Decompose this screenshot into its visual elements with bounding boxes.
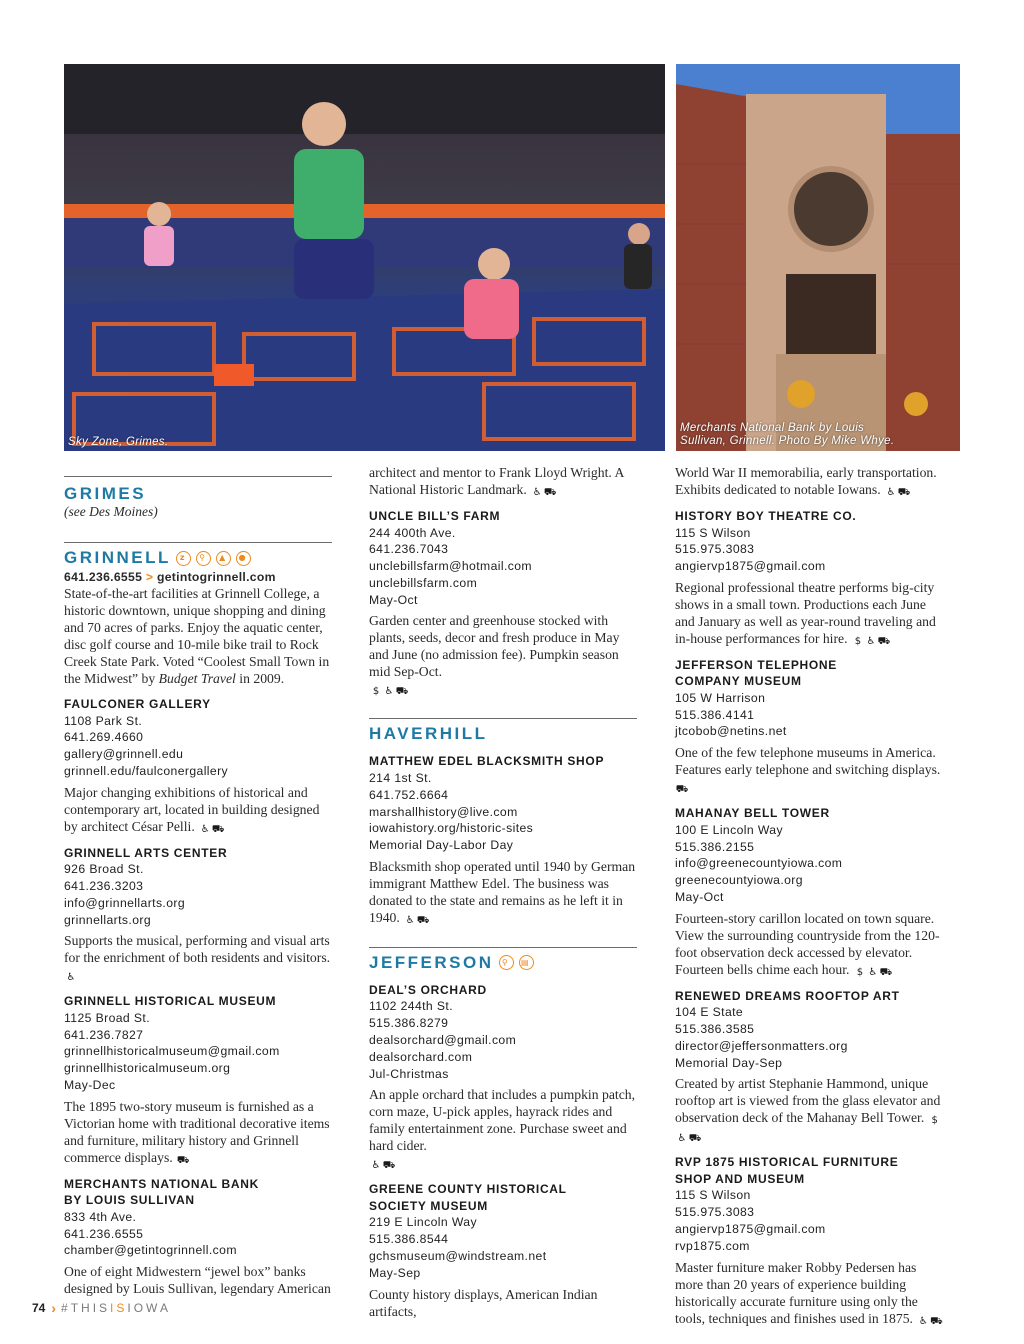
entry-matthew-edel-blacksmith-shop xyxy=(369,753,637,926)
address: 100 E Lincoln Way xyxy=(675,822,783,837)
bus-icon: ⛟ xyxy=(395,686,409,698)
bus-icon: ⛟ xyxy=(688,1133,702,1145)
bank-caption xyxy=(680,422,894,448)
entry-title: UNCLE BILL’S FARM xyxy=(369,509,501,523)
sky-zone-photo xyxy=(64,64,665,451)
phone[interactable]: 515.975.3083 xyxy=(675,1205,755,1220)
entry-title: GRINNELL HISTORICAL MUSEUM xyxy=(64,994,277,1009)
entry-description xyxy=(64,1098,332,1167)
entry-description: One of eight Midwestern “jewel box” banks designed by Louis Sullivan, legendary American xyxy=(64,1264,331,1297)
entry-description xyxy=(675,579,943,648)
address: 214 1st St. xyxy=(369,770,432,785)
accessible-icon: ♿ xyxy=(868,966,878,978)
address: 244 400th Ave. xyxy=(369,525,456,540)
phone[interactable]: 641.236.3203 xyxy=(64,878,144,893)
grinnell-name: GRINNELL xyxy=(64,548,171,567)
accessible-icon: ♿ xyxy=(532,487,542,498)
phone[interactable]: 641.752.6664 xyxy=(369,787,449,802)
merchants-bank-photo xyxy=(676,64,960,451)
entry-description xyxy=(64,932,332,984)
website[interactable]: unclebillsfarm.com xyxy=(369,575,478,590)
town-jefferson xyxy=(369,953,637,973)
entry-deals-orchard xyxy=(369,982,637,1172)
season: May-Oct xyxy=(675,889,724,904)
phone[interactable]: 515.975.3083 xyxy=(675,542,755,557)
address: 219 E Lincoln Way xyxy=(369,1215,477,1230)
entry-title: FAULCONER GALLERY xyxy=(64,697,211,711)
entry-title: RENEWED DREAMS ROOFTOP ART xyxy=(675,988,900,1003)
email[interactable]: angiervp1875@gmail.com xyxy=(675,559,826,574)
bus-icon: ⛟ xyxy=(543,487,557,498)
entry-title: DEAL’S ORCHARD xyxy=(369,982,487,997)
entry-title: MATTHEW EDEL BLACKSMITH SHOP xyxy=(369,754,605,769)
phone[interactable]: 515.386.4141 xyxy=(675,707,755,722)
phone[interactable]: 515.386.3585 xyxy=(675,1022,755,1037)
golf-icon: ● xyxy=(236,551,251,566)
entry-title: MAHANAY BELL TOWER xyxy=(675,806,830,821)
divider xyxy=(369,947,637,948)
website[interactable]: iowahistory.org/historic-sites xyxy=(369,821,534,836)
phone[interactable]: 515.386.8544 xyxy=(369,1232,449,1247)
accessible-icon: ♿ xyxy=(677,1133,687,1145)
desc-text: Created by artist Stephanie Hammond, unique rooftop art is viewed from the glass elevator and observation deck of the Mahanay Bell Tower. xyxy=(675,1076,941,1126)
chevron-right-icon: › xyxy=(51,1300,57,1316)
email[interactable]: chamber@getintogrinnell.com xyxy=(64,1243,237,1258)
entry-description xyxy=(675,1259,943,1328)
publication-name: Budget Travel xyxy=(158,671,236,686)
accessible-icon: ♿ xyxy=(200,823,210,835)
accessible-icon: ♿ xyxy=(886,487,896,498)
greene-description-continued xyxy=(675,464,943,499)
accessible-icon: ♿ xyxy=(384,686,394,698)
hashtag xyxy=(61,1301,171,1315)
address: 1102 244th St. xyxy=(369,999,453,1014)
entry-greene-county-historical-society xyxy=(369,1181,637,1319)
entry-description: County history displays, American Indian artifacts, xyxy=(369,1286,598,1319)
bus-icon: ⛟ xyxy=(382,1160,396,1172)
phone[interactable]: 641.269.4660 xyxy=(64,730,144,745)
bus-icon: ⛟ xyxy=(877,635,891,647)
website[interactable]: grinnellarts.org xyxy=(64,912,152,927)
bus-icon: ⛟ xyxy=(675,784,689,796)
jefferson-name: JEFFERSON xyxy=(369,952,494,972)
entry-title: SHOP AND MUSEUM xyxy=(675,1171,805,1186)
season: May-Dec xyxy=(64,1078,116,1093)
email[interactable]: unclebillsfarm@hotmail.com xyxy=(369,559,532,574)
email[interactable]: gallery@grinnell.edu xyxy=(64,747,184,762)
address: 926 Broad St. xyxy=(64,862,144,877)
hotel-icon: ▤ xyxy=(519,955,534,970)
email[interactable]: marshallhistory@live.com xyxy=(369,804,518,819)
address: 105 W Harrison xyxy=(675,690,766,705)
entry-title: JEFFERSON TELEPHONE xyxy=(675,657,837,672)
bus-icon: ⛟ xyxy=(416,914,430,926)
email[interactable]: jtcobob@netins.net xyxy=(675,724,787,739)
grinnell-website[interactable]: getintogrinnell.com xyxy=(156,570,276,584)
entry-jefferson-telephone-museum xyxy=(675,657,943,796)
page-footer xyxy=(32,1300,171,1316)
hashtag-highlight: IS xyxy=(110,1301,128,1315)
bus-icon: ⛟ xyxy=(879,966,893,978)
page-number: 74 xyxy=(32,1301,46,1315)
bus-icon: ⛟ xyxy=(897,487,911,498)
entry-icons xyxy=(369,680,637,698)
grimes-see-note: (see Des Moines) xyxy=(64,504,158,519)
season: Jul-Christmas xyxy=(369,1066,449,1081)
divider xyxy=(369,718,637,719)
entry-title: BY LOUIS SULLIVAN xyxy=(64,1193,195,1208)
grinnell-contact xyxy=(64,569,332,585)
desc-text: Regional professional theatre performs big-city shows in a small town. Productions each June and January as well as year-round traveling and in-house performances for hire. xyxy=(675,579,936,646)
email[interactable]: info@grinnellarts.org xyxy=(64,895,186,910)
entry-description xyxy=(675,744,943,796)
entry-icons xyxy=(369,1154,637,1172)
email[interactable]: director@jeffersonmatters.org xyxy=(675,1038,848,1053)
desc-text: architect and mentor to Frank Lloyd Wright. A National Historic Landmark. xyxy=(369,465,624,497)
entry-mahanay-bell-tower xyxy=(675,805,943,978)
sky-zone-illustration xyxy=(64,64,665,451)
entry-title: RVP 1875 HISTORICAL FURNITURE xyxy=(675,1155,899,1170)
website[interactable]: rvp1875.com xyxy=(675,1238,750,1253)
entry-description: An apple orchard that includes a pumpkin patch, corn maze, U-pick apples, hayrack rides and family entertainment zone. Purchase sweet and hard cider. xyxy=(369,1087,636,1154)
season: Memorial Day-Sep xyxy=(675,1055,783,1070)
entry-description: Garden center and greenhouse stocked with plants, seeds, decor and fresh produce in May and June (no admission fee). Pumpkin season mid Sep-Oct. xyxy=(369,613,620,680)
column-2 xyxy=(369,464,637,1320)
dollar-icon: $ xyxy=(372,686,380,698)
hashtag-part: #THIS xyxy=(61,1301,111,1315)
phone[interactable]: 641.236.7043 xyxy=(369,542,449,557)
entry-grinnell-historical-museum xyxy=(64,993,332,1166)
accessible-icon: ♿ xyxy=(918,1315,928,1327)
campground-icon: ▲ xyxy=(216,551,231,566)
entry-title: COMPANY MUSEUM xyxy=(675,674,802,689)
address: 833 4th Ave. xyxy=(64,1209,137,1224)
grinnell-description xyxy=(64,585,332,687)
phone[interactable]: 641.236.7827 xyxy=(64,1027,144,1042)
season: May-Oct xyxy=(369,592,418,607)
town-grimes: GRIMES xyxy=(64,484,147,503)
desc-text: Blacksmith shop operated until 1940 by German immigrant Matthew Edel. The business was donated to the state and remains as he left it in 1940. xyxy=(369,858,636,925)
column-1 xyxy=(64,464,332,1297)
phone[interactable]: 515.386.8279 xyxy=(369,1016,449,1031)
phone[interactable]: 641.236.6555 xyxy=(64,1226,144,1241)
bank-illustration xyxy=(676,64,960,451)
address: 1125 Broad St. xyxy=(64,1010,151,1025)
season: May-Sep xyxy=(369,1265,421,1280)
desc-text: State-of-the-art facilities at Grinnell College, a historic downtown, unique shopping and dining and 70 acres of parks. Enjoy the aquatic center, disc golf course and 10-mile bike trail to Rock Creek State Park. Voted “Coolest Small Town in the Midwest” by xyxy=(64,586,330,686)
town-haverhill: HAVERHILL xyxy=(369,724,488,744)
town-grinnell xyxy=(64,548,332,568)
desc-text: in 2009. xyxy=(235,671,285,686)
entry-renewed-dreams-rooftop-art xyxy=(675,988,943,1146)
accessible-icon: ♿ xyxy=(66,972,76,984)
email[interactable]: dealsorchard@gmail.com xyxy=(369,1033,517,1048)
merchants-description-continued xyxy=(369,464,637,499)
bike-icon: ⚲ xyxy=(196,551,211,566)
entry-uncle-bills-farm xyxy=(369,508,637,698)
website[interactable]: grinnellhistoricalmuseum.org xyxy=(64,1061,231,1076)
column-3 xyxy=(675,464,943,1328)
website[interactable]: grinnell.edu/faulconergallery xyxy=(64,763,229,778)
dollar-icon: $ xyxy=(856,966,864,978)
dollar-icon: $ xyxy=(931,1115,938,1127)
phone[interactable]: 515.386.2155 xyxy=(675,839,755,854)
desc-text: One of the few telephone museums in America. Features early telephone and switching displays. xyxy=(675,745,941,778)
entry-faulconer-gallery xyxy=(64,696,332,836)
entry-description xyxy=(64,784,332,836)
divider xyxy=(64,542,332,543)
email[interactable]: gchsmuseum@windstream.net xyxy=(369,1249,547,1264)
entry-description xyxy=(369,858,637,927)
accessible-icon: ♿ xyxy=(371,1160,381,1172)
website[interactable]: dealsorchard.com xyxy=(369,1049,473,1064)
sky-zone-caption: Sky Zone, Grimes. xyxy=(68,436,169,448)
entry-rvp-1875 xyxy=(675,1154,943,1327)
dollar-icon: $ xyxy=(854,635,862,647)
entry-history-boy-theatre xyxy=(675,508,943,648)
entry-merchants-national-bank xyxy=(64,1176,332,1297)
entry-title: HISTORY BOY THEATRE CO. xyxy=(675,509,857,523)
desc-text: Supports the musical, performing and visual arts for the enrichment of both residents and visitors. xyxy=(64,933,331,966)
address: 104 E State xyxy=(675,1005,744,1020)
desc-text: World War II memorabilia, early transportation. Exhibits dedicated to notable Iowans. xyxy=(675,465,937,497)
desc-text: Major changing exhibitions of historical and contemporary art, located in building designed by architect César Pelli. xyxy=(64,784,320,834)
entry-description xyxy=(675,1075,943,1145)
entry-title: SOCIETY MUSEUM xyxy=(369,1198,488,1213)
address: 115 S Wilson xyxy=(675,525,751,540)
desc-text: Master furniture maker Robby Pedersen has more than 20 years of experience building historically accurate furniture using only the tools, techniques and finishes used in 1875. xyxy=(675,1259,918,1326)
bike-icon: ⚲ xyxy=(499,955,514,970)
desc-text: Fourteen-story carillon located on town square. View the surrounding countryside from the 120-foot observation deck accessed by elevator. Fourteen bells chime each hour. xyxy=(675,910,940,977)
hotel-icon: z xyxy=(176,551,191,566)
email[interactable]: grinnellhistoricalmuseum@gmail.com xyxy=(64,1044,280,1059)
accessible-icon: ♿ xyxy=(866,635,876,647)
entry-title: MERCHANTS NATIONAL BANK xyxy=(64,1176,259,1191)
bus-icon: ⛟ xyxy=(176,1154,190,1166)
accessible-icon: ♿ xyxy=(405,914,415,926)
bank-caption-line-2: Sullivan, Grinnell. Photo By Mike Whye. xyxy=(680,435,895,447)
hashtag-part: IOWA xyxy=(127,1301,171,1315)
website[interactable]: greenecountyiowa.org xyxy=(675,873,803,888)
entry-description xyxy=(675,910,943,979)
bus-icon: ⛟ xyxy=(211,823,225,835)
entry-grinnell-arts-center xyxy=(64,845,332,985)
entry-title: GRINNELL ARTS CENTER xyxy=(64,845,228,860)
email[interactable]: angiervp1875@gmail.com xyxy=(675,1222,826,1237)
bus-icon: ⛟ xyxy=(930,1315,943,1327)
divider xyxy=(64,476,332,477)
desc-text: The 1895 two-story museum is furnished as a Victorian home with traditional decorative items and furniture, military history and Grinnell commerce displays. xyxy=(64,1098,330,1165)
arrow-glyph: > xyxy=(145,570,154,584)
bank-caption-line-1: Merchants National Bank by Louis xyxy=(680,422,865,434)
email[interactable]: info@greenecountyiowa.com xyxy=(675,856,843,871)
address: 115 S Wilson xyxy=(675,1188,751,1203)
season: Memorial Day-Labor Day xyxy=(369,838,514,853)
address: 1108 Park St. xyxy=(64,713,143,728)
grinnell-phone[interactable]: 641.236.6555 xyxy=(64,570,143,584)
entry-title: GREENE COUNTY HISTORICAL xyxy=(369,1182,567,1197)
